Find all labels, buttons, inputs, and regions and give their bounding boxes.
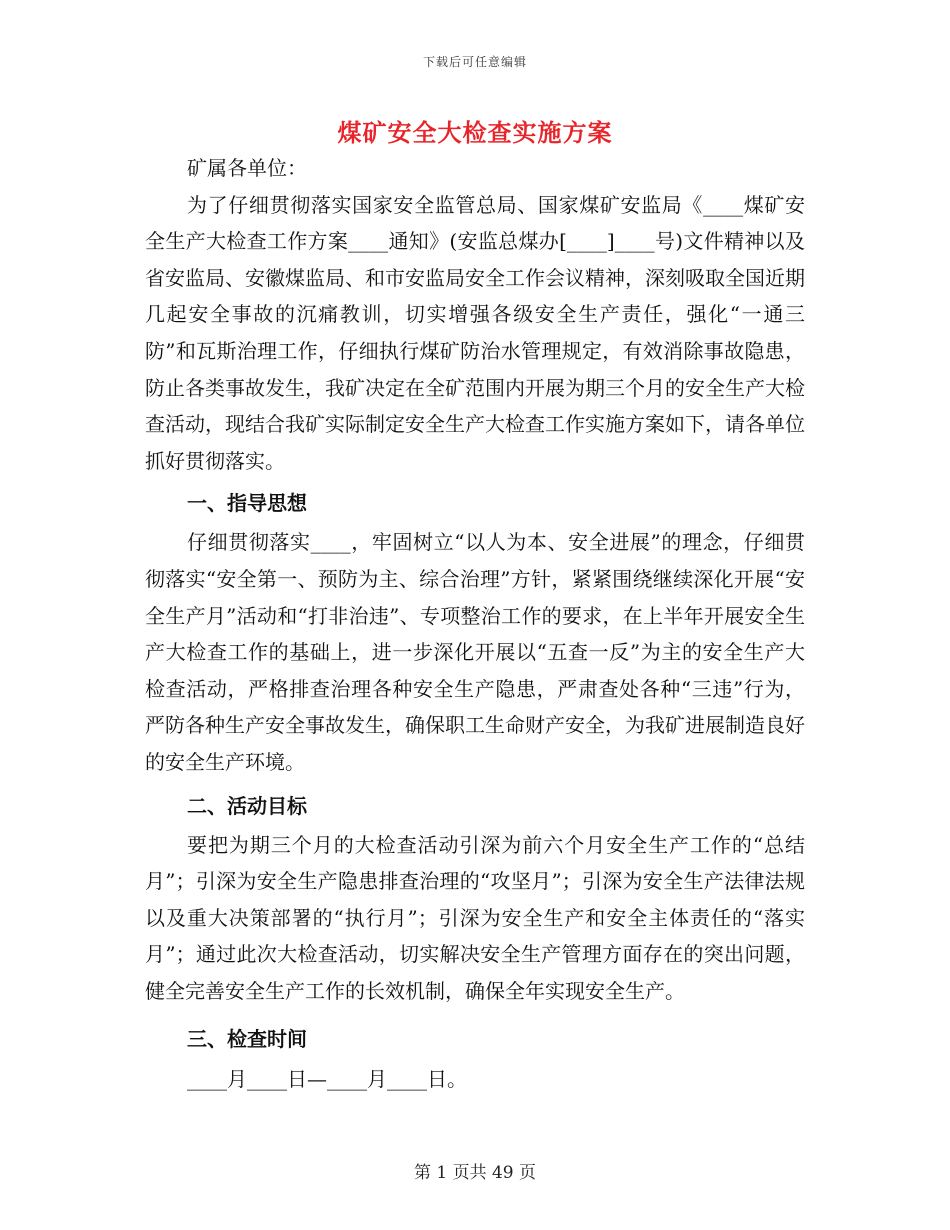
document-body	[145, 150, 805, 1098]
document-title: 煤矿安全大检查实施方案	[337, 118, 613, 147]
section-body-guiding-thought: 仔细贯彻落实____，牢固树立“以人为本、安全进展”的理念，仔细贯彻落实“安全第一、预防为主、综合治理”方针，紧紧围绕继续深化开展“安全生产月”活动和“打非治违”、专项整治工作的要求，在上半年开展安全生产大检查工作的基础上，进一步深化开展以“五查一反”为主的安全生产大检查活动，严格排查治理各种安全生产隐患，严肃查处各种“三违”行为，严防各种生产安全事故发生，确保职工生命财产安全，为我矿进展制造良好的安全生产环境。	[145, 530, 805, 774]
page-number: 第 1 页共 49 页	[413, 1163, 537, 1183]
section-heading-guiding-thought: 一、指导思想	[187, 491, 307, 516]
section-body-inspection-time: ____月____日—____月____日。	[187, 1067, 467, 1092]
header-note: 下载后可任意编辑	[422, 55, 527, 69]
salutation: 矿属各单位：	[187, 156, 307, 180]
section-body-activity-goal: 要把为期三个月的大检查活动引深为前六个月安全生产工作的“总结月”；引深为安全生产隐患排查治理的“攻坚月”；引深为安全生产法律法规以及重大决策部署的“执行月”；引深为安全生产和安全主体责任的“落实月”；通过此次大检查活动，切实解决安全生产管理方面存在的突出问题，健全完善安全生产工作的长效机制，确保全年实现安全生产。	[145, 832, 805, 1003]
intro-paragraph: 为了仔细贯彻落实国家安全监管总局、国家煤矿安监局《____煤矿安全生产大检查工作方案____通知》(安监总煤办[____]____号)文件精神以及省安监局、安徽煤监局、和市安监局安全工作会议精神，深刻吸取全国近期几起安全事故的沉痛教训，切实增强各级安全生产责任，强化“一通三防”和瓦斯治理工作，仔细执行煤矿防治水管理规定，有效消除事故隐患，防止各类事故发生，我矿决定在全矿范围内开展为期三个月的安全生产大检查活动，现结合我矿实际制定安全生产大检查工作实施方案如下，请各单位抓好贯彻落实。	[145, 192, 805, 473]
section-heading-activity-goal: 二、活动目标	[187, 793, 307, 818]
section-heading-inspection-time: 三、检查时间	[187, 1027, 307, 1052]
